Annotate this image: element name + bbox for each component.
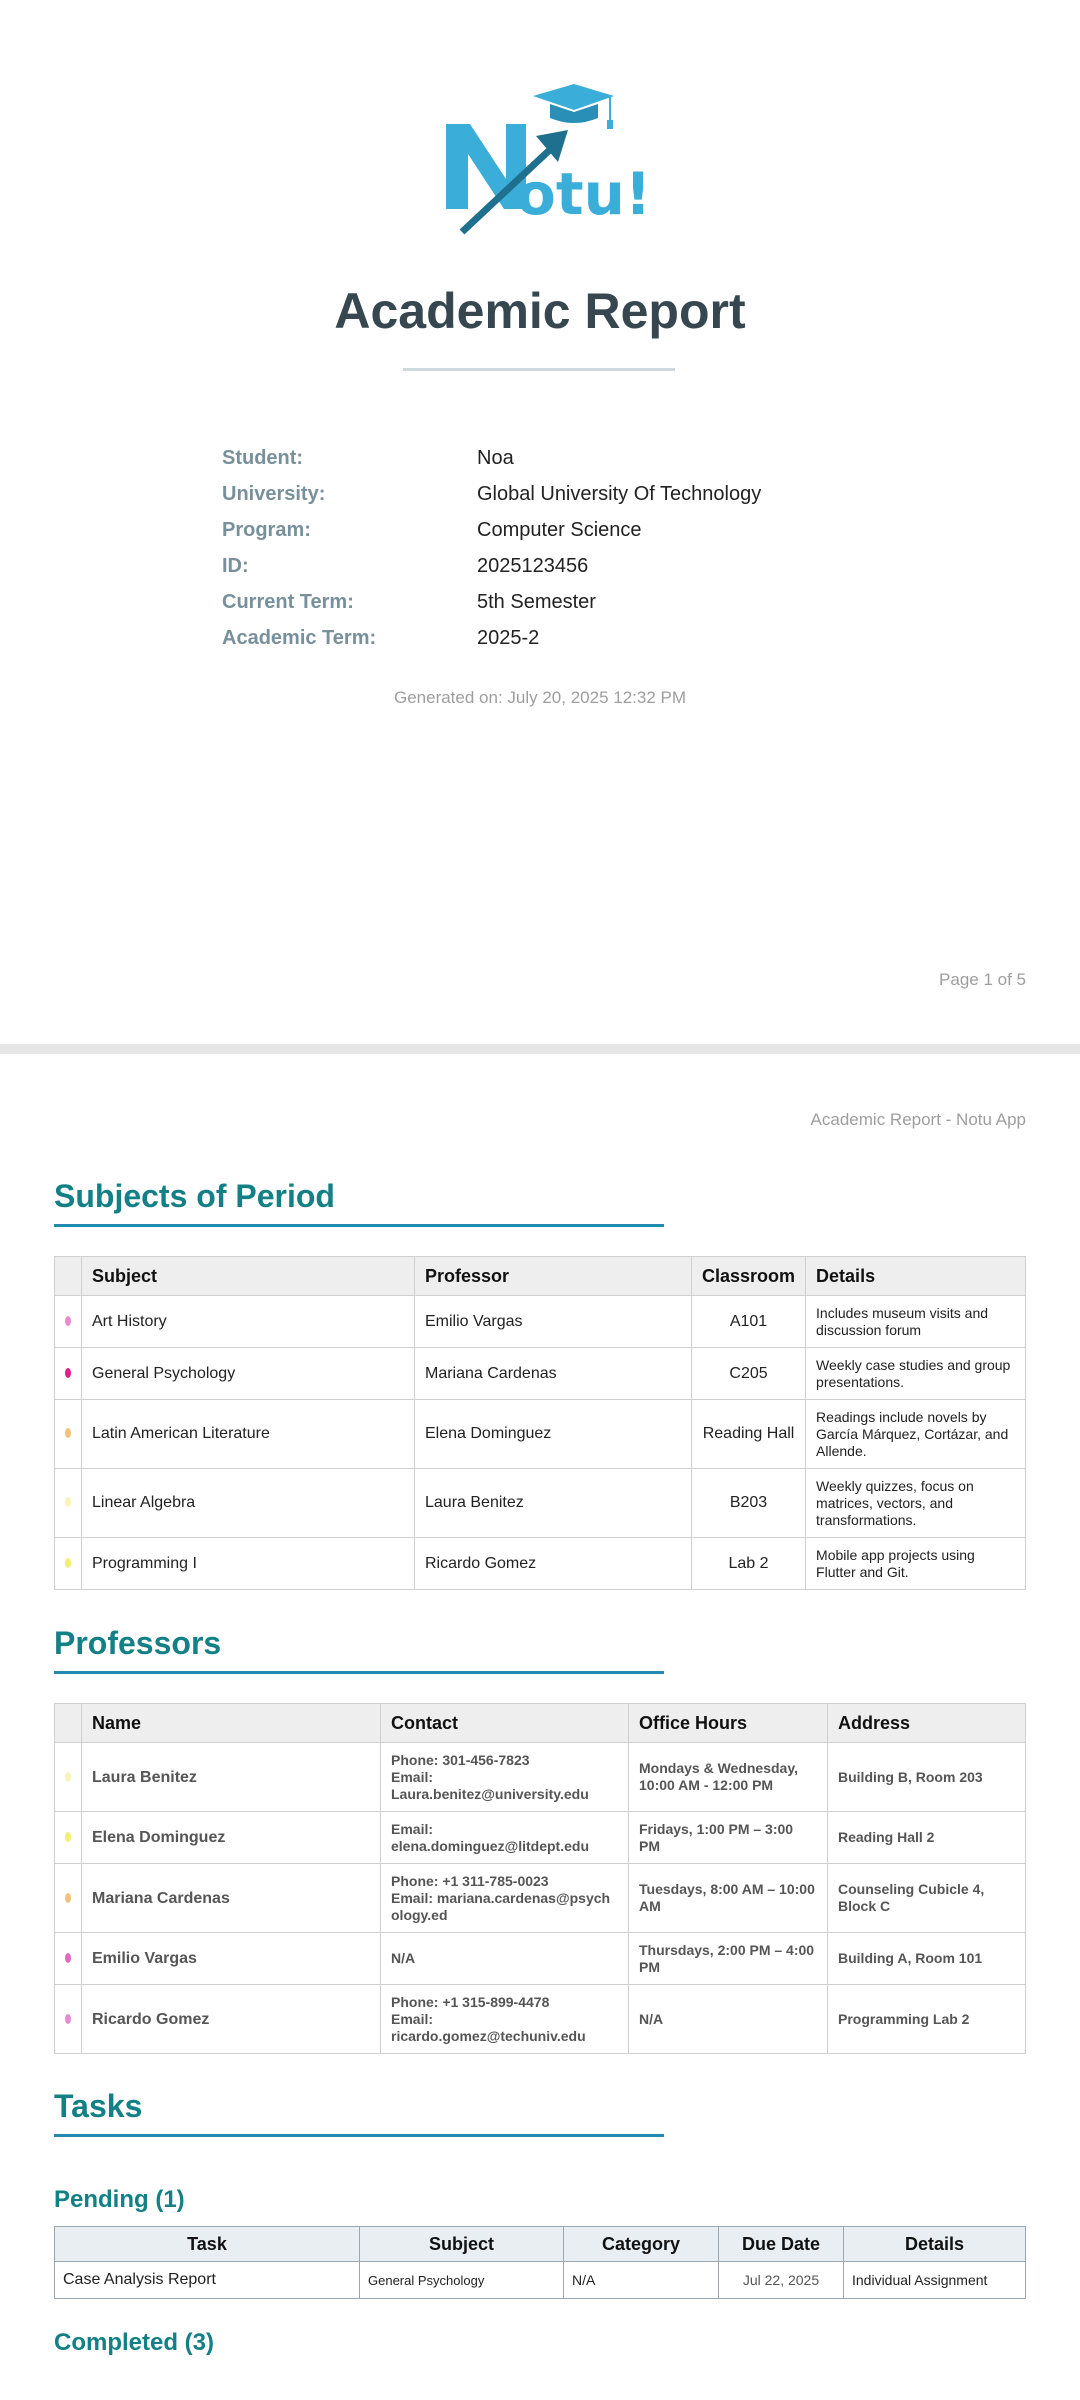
task-subject-cell: General Psychology — [360, 2262, 564, 2299]
address-cell: Building B, Room 203 — [828, 1743, 1026, 1812]
color-dot — [65, 1368, 71, 1378]
details-cell: Weekly quizzes, focus on matrices, vectors, and transformations. — [806, 1469, 1026, 1538]
classroom-cell: Lab 2 — [692, 1538, 806, 1590]
color-cell — [55, 1348, 82, 1400]
color-dot — [65, 1316, 71, 1326]
professors-section-title: Professors — [54, 1625, 222, 1661]
info-value: Computer Science — [477, 518, 642, 541]
info-label: University: — [222, 482, 326, 505]
info-row-program — [222, 512, 761, 548]
column-header: Details — [844, 2227, 1026, 2262]
office-hours-cell: Fridays, 1:00 PM – 3:00 PM — [629, 1812, 828, 1864]
subject-cell: General Psychology — [82, 1348, 415, 1400]
professor-cell: Mariana Cardenas — [415, 1348, 692, 1400]
professor-cell: Emilio Vargas — [415, 1296, 692, 1348]
contact-cell: Phone: +1 315-899-4478 Email: ricardo.gomez@techuniv.edu — [381, 1985, 629, 2054]
table-row — [55, 1864, 1026, 1933]
generated-timestamp: Generated on: July 20, 2025 12:32 PM — [393, 688, 687, 707]
column-header: Due Date — [719, 2227, 844, 2262]
details-cell: Readings include novels by García Márquez, Cortázar, and Allende. — [806, 1400, 1026, 1469]
office-hours-cell: N/A — [629, 1985, 828, 2054]
color-cell — [55, 1933, 82, 1985]
color-dot — [65, 1497, 71, 1507]
column-header: Details — [806, 1257, 1026, 1296]
info-value: 2025-2 — [477, 626, 540, 649]
column-header: Contact — [381, 1704, 629, 1743]
contact-cell: N/A — [381, 1933, 629, 1985]
color-dot — [65, 2014, 71, 2024]
color-cell — [55, 1812, 82, 1864]
info-row-id — [222, 548, 761, 584]
professors-section-divider — [54, 1671, 664, 1674]
report-title: Academic Report — [334, 283, 746, 339]
address-cell: Reading Hall 2 — [828, 1812, 1026, 1864]
color-dot — [65, 1832, 71, 1842]
page-number: Page 1 of 5 — [939, 970, 1026, 989]
page-header-note: Academic Report - Notu App — [810, 1110, 1026, 1129]
details-cell: Includes museum visits and discussion forum — [806, 1296, 1026, 1348]
contact-cell: Phone: 301-456-7823 Email: Laura.benitez@university.edu — [381, 1743, 629, 1812]
info-row-academic-term — [222, 620, 761, 656]
table-row — [55, 1538, 1026, 1590]
color-cell — [55, 1469, 82, 1538]
color-cell — [55, 1985, 82, 2054]
info-row-current-term — [222, 584, 761, 620]
color-cell — [55, 1743, 82, 1812]
color-cell — [55, 1538, 82, 1590]
color-dot — [65, 1772, 71, 1782]
table-row — [55, 1985, 1026, 2054]
professors-table — [54, 1703, 1026, 2054]
classroom-cell: A101 — [692, 1296, 806, 1348]
details-cell: Weekly case studies and group presentations. — [806, 1348, 1026, 1400]
pending-tasks-table — [54, 2226, 1026, 2299]
color-dot — [65, 1953, 71, 1963]
address-cell: Programming Lab 2 — [828, 1985, 1026, 2054]
classroom-cell: B203 — [692, 1469, 806, 1538]
professor-cell: Laura Benitez — [415, 1469, 692, 1538]
color-header — [55, 1704, 82, 1743]
professor-name-cell: Mariana Cardenas — [82, 1864, 381, 1933]
subjects-section-title: Subjects of Period — [54, 1178, 335, 1214]
table-row — [55, 1296, 1026, 1348]
professor-name-cell: Emilio Vargas — [82, 1933, 381, 1985]
column-header: Professor — [415, 1257, 692, 1296]
title-divider — [403, 368, 675, 371]
column-header: Office Hours — [629, 1704, 828, 1743]
subject-cell: Art History — [82, 1296, 415, 1348]
professor-cell: Elena Dominguez — [415, 1400, 692, 1469]
color-dot — [65, 1428, 71, 1438]
table-row — [55, 1400, 1026, 1469]
column-header: Subject — [82, 1257, 415, 1296]
table-row — [55, 1743, 1026, 1812]
table-row — [55, 1469, 1026, 1538]
contact-cell: Phone: +1 311-785-0023 Email: mariana.cardenas@psychology.ed — [381, 1864, 629, 1933]
info-value: Noa — [477, 446, 514, 469]
color-header — [55, 1257, 82, 1296]
color-cell — [55, 1400, 82, 1469]
subjects-table — [54, 1256, 1026, 1590]
table-row — [55, 1348, 1026, 1400]
info-value: 2025123456 — [477, 554, 589, 577]
info-label: Student: — [222, 446, 304, 469]
column-header: Task — [55, 2227, 360, 2262]
column-header: Classroom — [692, 1257, 806, 1296]
color-dot — [65, 1558, 71, 1568]
classroom-cell: C205 — [692, 1348, 806, 1400]
color-dot — [65, 1893, 71, 1903]
info-label: Academic Term: — [222, 626, 377, 649]
classroom-cell: Reading Hall — [692, 1400, 806, 1469]
subjects-section-divider — [54, 1224, 664, 1227]
table-row — [55, 1933, 1026, 1985]
tasks-section-divider — [54, 2134, 664, 2137]
tasks-section-title: Tasks — [54, 2088, 143, 2124]
table-header-row — [55, 1704, 1026, 1743]
task-cell: Case Analysis Report — [55, 2262, 360, 2299]
color-cell — [55, 1296, 82, 1348]
table-header-row — [55, 2227, 1026, 2262]
page-separator — [0, 1044, 1080, 1054]
professor-cell: Ricardo Gomez — [415, 1538, 692, 1590]
office-hours-cell: Mondays & Wednesday, 10:00 AM - 12:00 PM — [629, 1743, 828, 1812]
table-header-row — [55, 1257, 1026, 1296]
info-label: ID: — [222, 554, 249, 577]
task-category-cell: N/A — [564, 2262, 719, 2299]
info-label: Program: — [222, 518, 311, 541]
subject-cell: Latin American Literature — [82, 1400, 415, 1469]
info-value: 5th Semester — [477, 590, 596, 613]
cover-page — [0, 0, 1080, 1044]
info-value: Global University Of Technology — [477, 482, 762, 505]
column-header: Category — [564, 2227, 719, 2262]
logo-text: otu! — [516, 160, 652, 228]
address-cell: Building A, Room 101 — [828, 1933, 1026, 1985]
office-hours-cell: Tuesdays, 8:00 AM – 10:00 AM — [629, 1864, 828, 1933]
info-row-student — [222, 440, 761, 476]
professor-name-cell: Ricardo Gomez — [82, 1985, 381, 2054]
task-due-date-cell: Jul 22, 2025 — [719, 2262, 844, 2299]
column-header: Name — [82, 1704, 381, 1743]
address-cell: Counseling Cubicle 4, Block C — [828, 1864, 1026, 1933]
column-header: Address — [828, 1704, 1026, 1743]
completed-tasks-title: Completed (3) — [54, 2329, 215, 2356]
pending-tasks-title: Pending (1) — [54, 2186, 185, 2213]
table-row — [55, 1812, 1026, 1864]
subject-cell: Programming I — [82, 1538, 415, 1590]
details-cell: Mobile app projects using Flutter and Git. — [806, 1538, 1026, 1590]
professor-name-cell: Laura Benitez — [82, 1743, 381, 1812]
info-row-university — [222, 476, 761, 512]
color-cell — [55, 1864, 82, 1933]
office-hours-cell: Thursdays, 2:00 PM – 4:00 PM — [629, 1933, 828, 1985]
notu-logo — [436, 84, 652, 234]
student-info — [222, 440, 761, 656]
column-header: Subject — [360, 2227, 564, 2262]
contact-cell: Email: elena.dominguez@litdept.edu — [381, 1812, 629, 1864]
table-row — [55, 2262, 1026, 2299]
subject-cell: Linear Algebra — [82, 1469, 415, 1538]
info-label: Current Term: — [222, 590, 354, 613]
professor-name-cell: Elena Dominguez — [82, 1812, 381, 1864]
task-details-cell: Individual Assignment — [844, 2262, 1026, 2299]
